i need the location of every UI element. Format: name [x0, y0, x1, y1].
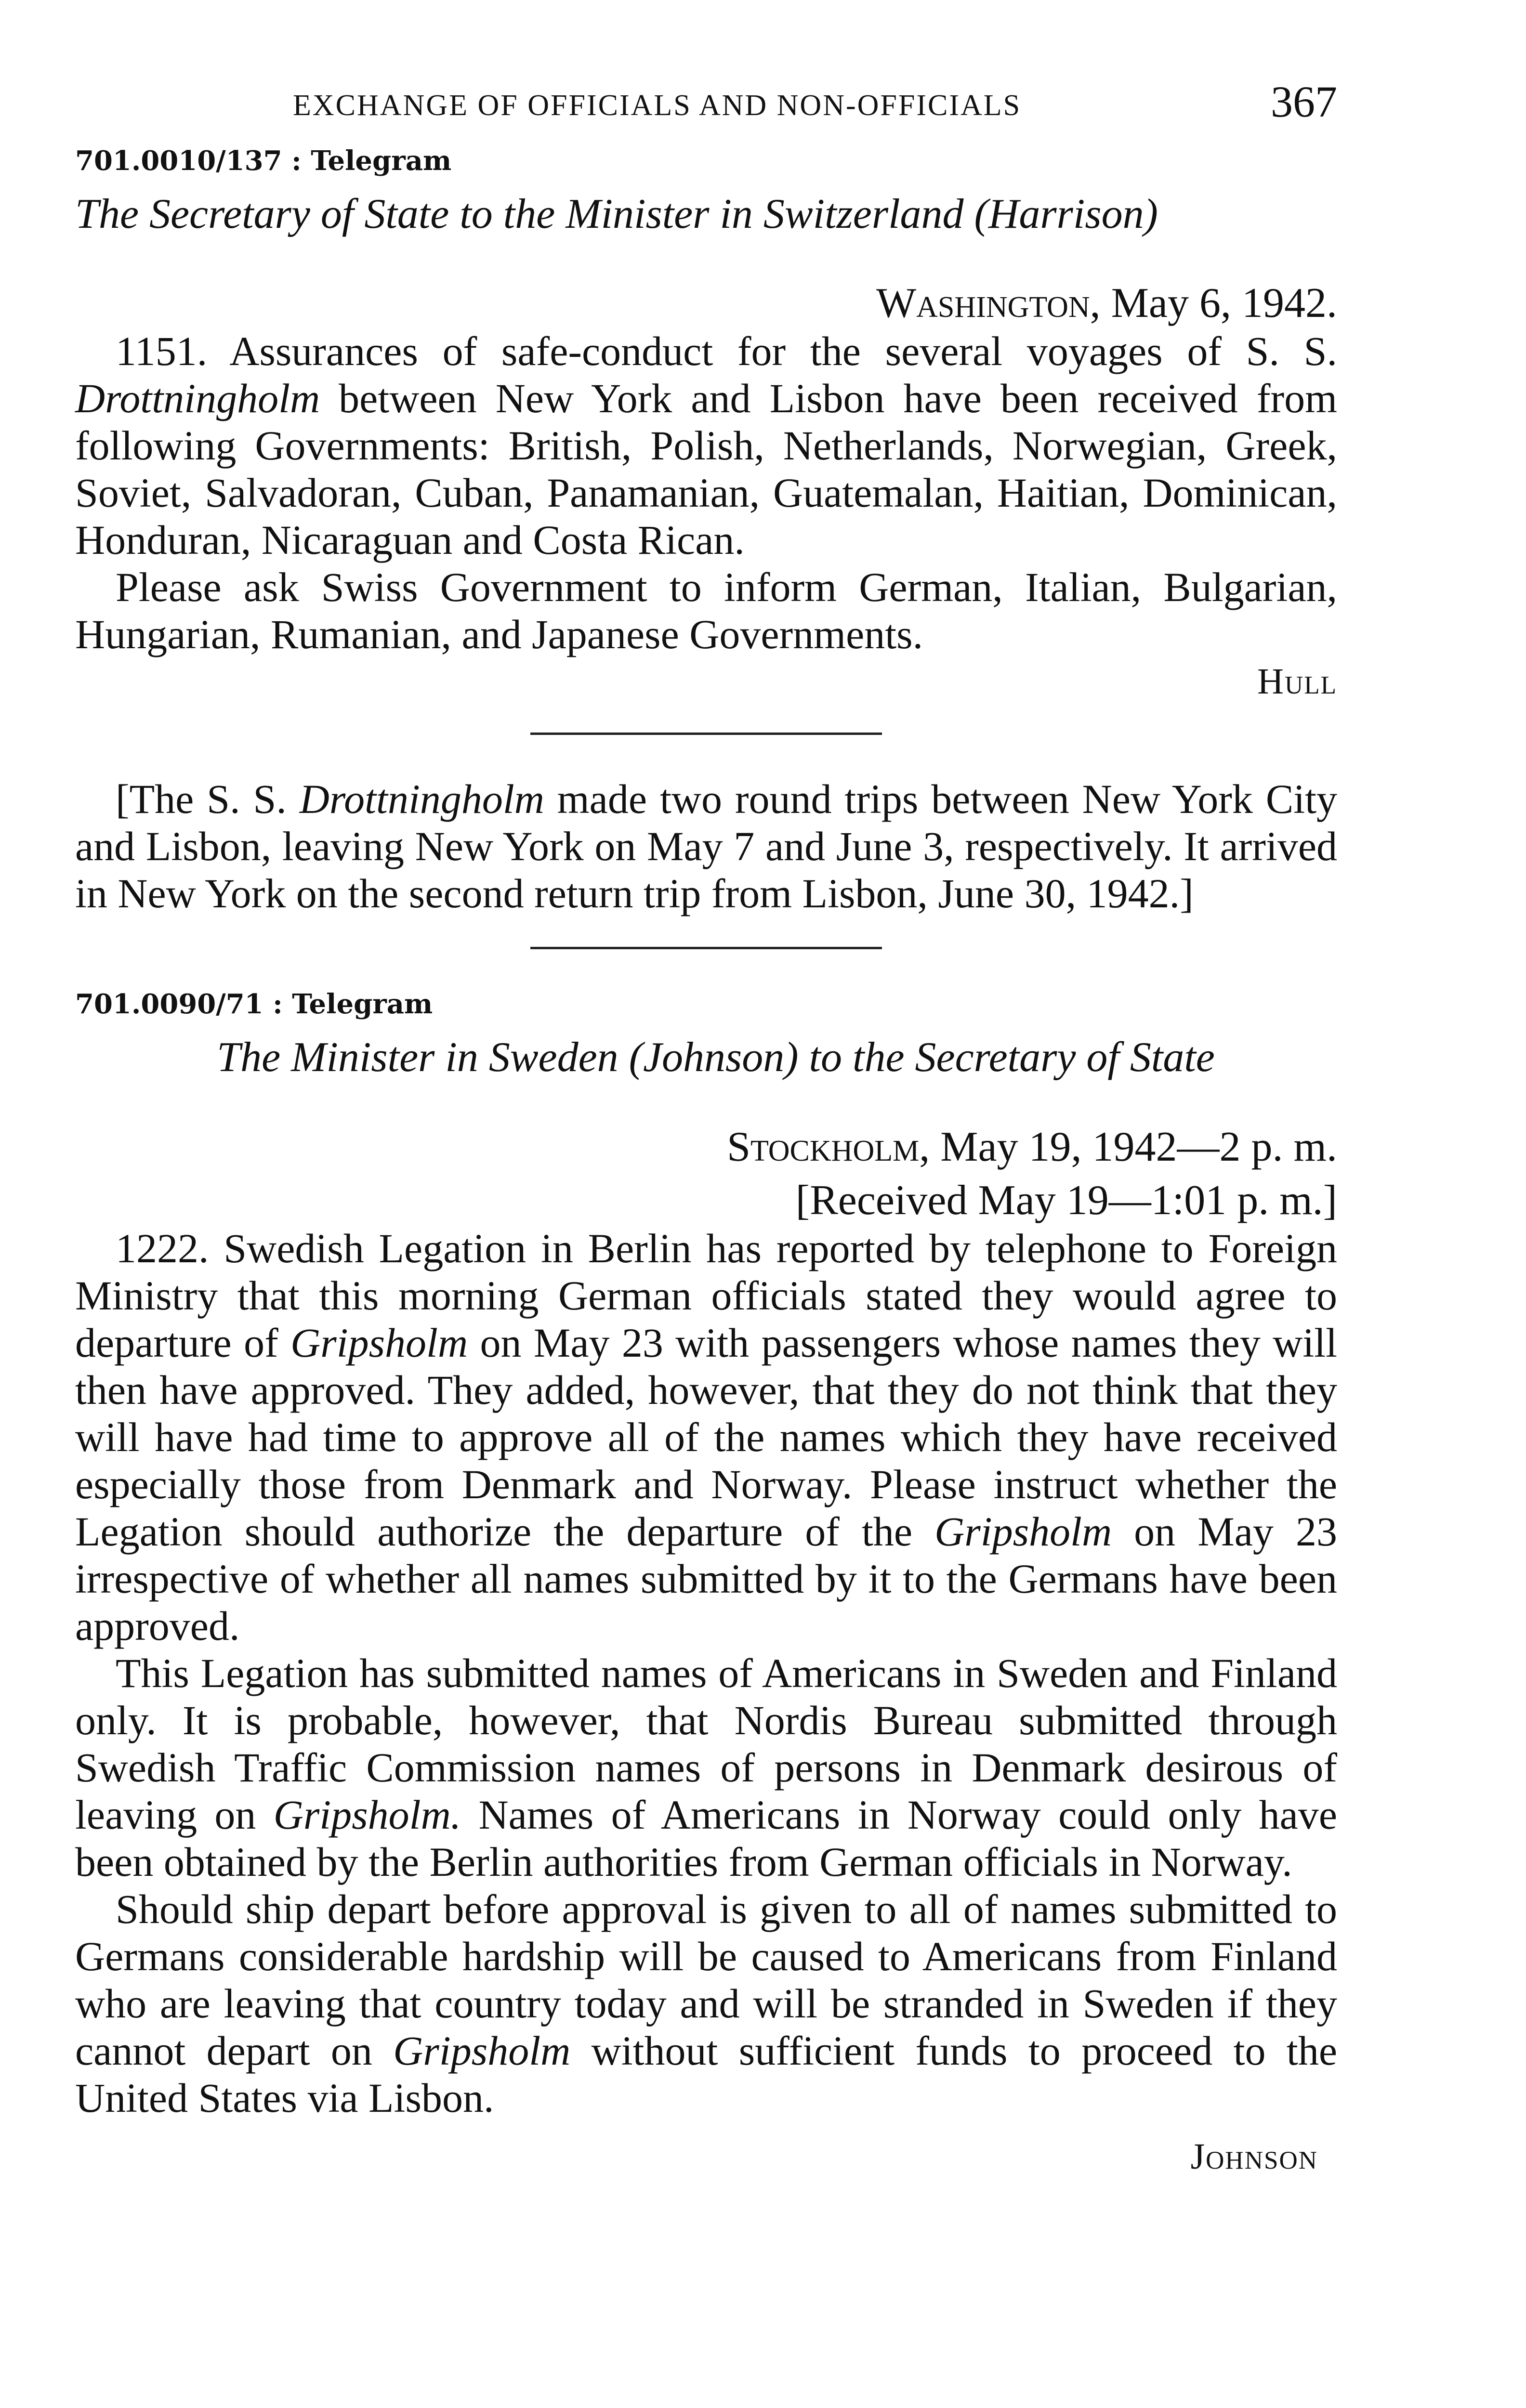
signature: Hull [1257, 661, 1337, 702]
ship-name: Gripsholm. [273, 1791, 461, 1838]
text-run: on May 23 irrespective of whether all names submitted by it to the Germans have been approved. [75, 1508, 1338, 1649]
document-page [75, 72, 1337, 2178]
dateline [75, 1123, 1337, 1171]
text-run: [The S. S. [116, 776, 300, 823]
text-run: Names of Americans in Norway could only have been obtained by the Berlin authorities from German officials in Norway. [75, 1791, 1337, 1885]
paragraph [75, 1885, 1337, 2121]
text-run: This Legation has submitted names of Americans in Sweden and Finland only. It is probable, however, that Nordis Bureau submitted through Swedish Traffic Commission names of persons in Denmark desirous of leaving on [75, 1649, 1337, 1838]
ship-name: Gripsholm [934, 1508, 1112, 1555]
document-heading: The Secretary of State to the Minister in Switzerland (Harrison) [75, 190, 1158, 237]
ship-name: Gripsholm [290, 1319, 468, 1366]
text-run: Should ship depart before approval is given to all of names submitted to Germans considerable hardship will be caused to Americans from Finland who are leaving that country today and will be stranded in Sweden if they cannot depart on [75, 1885, 1337, 2074]
text-run: on May 23 with passengers whose names they will then have approved. They added, however, that they do not think that they will have had time to approve all of the names which they have received especially those from Denmark and Norway. Please instruct whether the Legation should authorize the departure of the [75, 1319, 1338, 1555]
received-note: [Received May 19—1:01 p. m.] [795, 1177, 1337, 1224]
divider-rule [530, 733, 882, 735]
page-number: 367 [1271, 77, 1337, 126]
signature: Johnson [1190, 2136, 1318, 2177]
dateline-place: Stockholm, [727, 1123, 930, 1170]
editorial-note [75, 775, 1337, 917]
document-heading: The Minister in Sweden (Johnson) to the Secretary of State [217, 1034, 1215, 1081]
dateline-date: May 19, 1942—2 p. m. [930, 1123, 1337, 1170]
text-run: without sufficient funds to proceed to the United States via Lisbon. [75, 2027, 1337, 2121]
paragraph: Please ask Swiss Government to inform German, Italian, Bulgarian, Hungarian, Rumanian, and Japanese Governments. [75, 564, 1337, 658]
ship-name: Gripsholm [393, 2027, 571, 2074]
text-run: between New York and Lisbon have been received from following Governments: British, Polish, Netherlands, Norwegian, Greek, Soviet, Salvadoran, Cuban, Panamanian, Guatemalan, Haitian, Dominican, Honduran, Nicaraguan and Costa Rican. [75, 375, 1337, 563]
dateline-place: Washington, [876, 280, 1101, 327]
ship-name: Drottningholm [299, 776, 544, 823]
dateline-date: May 6, 1942. [1100, 280, 1337, 327]
ship-name: Drottningholm [75, 375, 320, 422]
paragraph [75, 327, 1337, 563]
text-run: 1222. Swedish Legation in Berlin has reported by telephone to Foreign Ministry that this morning German officials stated they would agree to departure of [75, 1225, 1337, 1366]
file-reference: 701.0010/137 : Telegram [75, 145, 452, 177]
text-run: made two round trips between New York City and Lisbon, leaving New York on May 7 and June 3, respectively. It arrived in New York on the second return trip from Lisbon, June 30, 1942.] [75, 776, 1338, 917]
text-run: 1151. Assurances of safe-conduct for the several voyages of S. S. [116, 328, 1337, 375]
running-head: EXCHANGE OF OFFICIALS AND NON-OFFICIALS [293, 89, 1022, 122]
telegram-1 [75, 146, 1337, 703]
divider-rule [530, 947, 882, 949]
paragraph [75, 1225, 1337, 1649]
telegram-2 [75, 990, 1337, 2178]
dateline [75, 279, 1337, 327]
page-header [75, 72, 1337, 130]
file-reference: 701.0090/71 : Telegram [75, 988, 433, 1021]
paragraph [75, 1649, 1337, 1885]
